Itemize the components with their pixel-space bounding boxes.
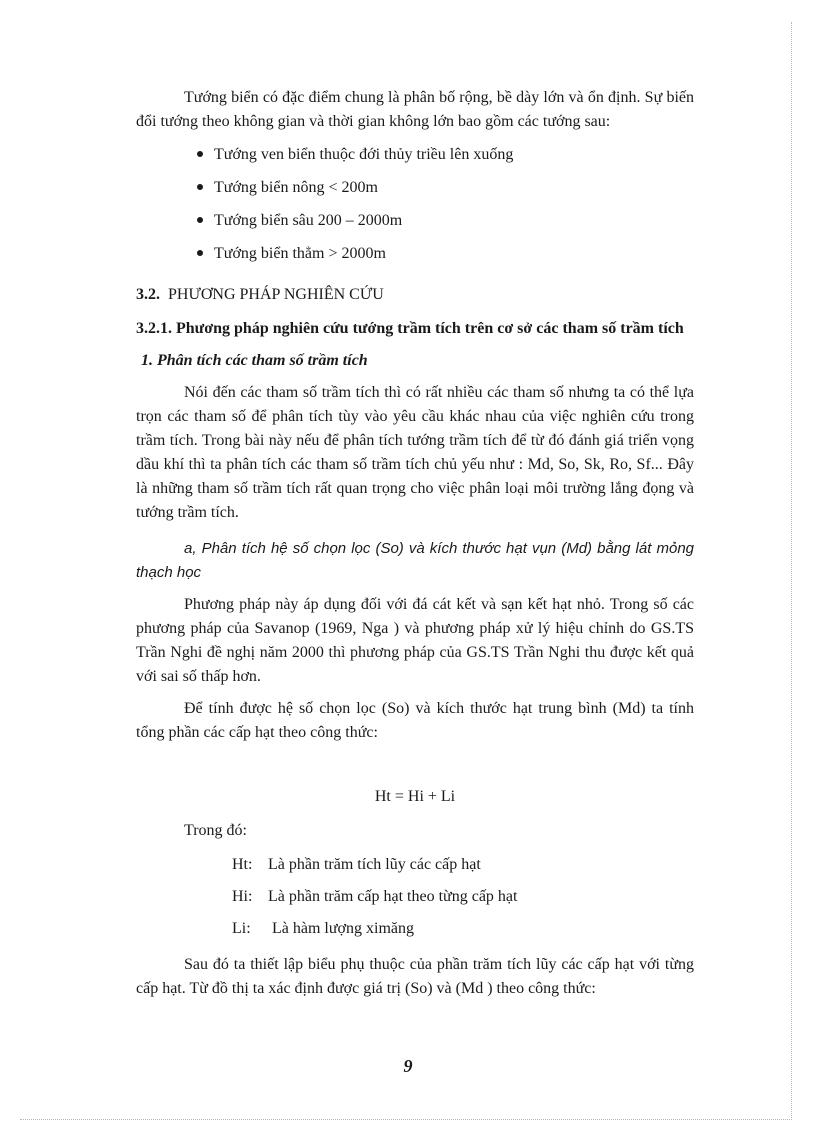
sub-heading: 1. Phân tích các tham số trầm tích (141, 352, 368, 369)
bullet-icon (197, 184, 203, 190)
list-item: Ht: Là phần trăm tích lũy các cấp hạt (232, 856, 481, 873)
section-title: PHƯƠNG PHÁP NGHIÊN CỨU (168, 286, 384, 303)
list-item: Tướng biển thẳm > 2000m (214, 237, 694, 270)
list-item: Li: Là hàm lượng ximăng (232, 920, 414, 937)
paragraph-parameters: Nói đến các tham số trầm tích thì có rất nhiều các tham số nhưng ta có thể lựa trọn các tham số để phân tích tùy vào yêu cầu khác nhau của việc nghiên cứu trong trầm tích. Trong bài này nếu để phân tích tướng trầm tích để từ đó đánh giá triển vọng dầu khí thì ta phân tích các tham số trầm tích chủ yếu như : Md, So, Sk, Ro, Sf... Đây là những tham số trầm tích rất quan trọng cho việc phân loại môi trường lắng đọng và tướng trầm tích. (136, 384, 694, 521)
section-heading (136, 282, 694, 308)
list-item: Tướng biển nông < 200m (214, 171, 694, 204)
list-item: Tướng biển sâu 200 – 2000m (214, 204, 694, 237)
list-item: Hi: Là phần trăm cấp hạt theo từng cấp hạt (232, 888, 518, 905)
subsection-heading: 3.2.1. Phương pháp nghiên cứu tướng trầm tích trên cơ sở các tham số trầm tích (136, 320, 684, 337)
facies-list (136, 138, 694, 270)
document-body (136, 86, 694, 1001)
paragraph-formula-intro: Để tính được hệ số chọn lọc (So) và kích thước hạt trung bình (Md) ta tính tổng phần các cấp hạt theo công thức: (136, 700, 694, 741)
bullet-icon (197, 217, 203, 223)
page-number: 9 (403, 1056, 413, 1076)
section-number: 3.2. (136, 286, 160, 303)
intro-paragraph: Tướng biển có đặc điểm chung là phân bố rộng, bề dày lớn và ổn định. Sự biến đổi tướng theo không gian và thời gian không lớn bao gồm các tướng sau: (136, 89, 694, 130)
formula: Ht = Hi + Li (374, 788, 456, 805)
bullet-icon (197, 151, 203, 157)
paragraph-graph: Sau đó ta thiết lập biểu phụ thuộc của phần trăm tích lũy các cấp hạt với từng cấp hạt. Từ đồ thị ta xác định được giá trị (So) và (Md ) theo công thức: (136, 956, 694, 997)
where-label: Trong đó: (184, 822, 247, 839)
bullet-icon (197, 250, 203, 256)
definition-list (232, 849, 694, 945)
paragraph-method: Phương pháp này áp dụng đối với đá cát kết và sạn kết hạt nhỏ. Trong số các phương pháp của Savanop (1969, Nga ) và phương pháp xử lý hiệu chỉnh do GS.TS Trần Nghi đề nghị năm 2000 thì phương pháp của GS.TS Trần Nghi thu được kết quả với sai số thấp hơn. (136, 596, 694, 685)
italic-heading: a, Phân tích hệ số chọn lọc (So) và kích thước hạt vụn (Md) bằng lát mỏng thạch học (136, 540, 694, 581)
list-item: Tướng ven biển thuộc đới thủy triều lên xuống (214, 138, 694, 171)
